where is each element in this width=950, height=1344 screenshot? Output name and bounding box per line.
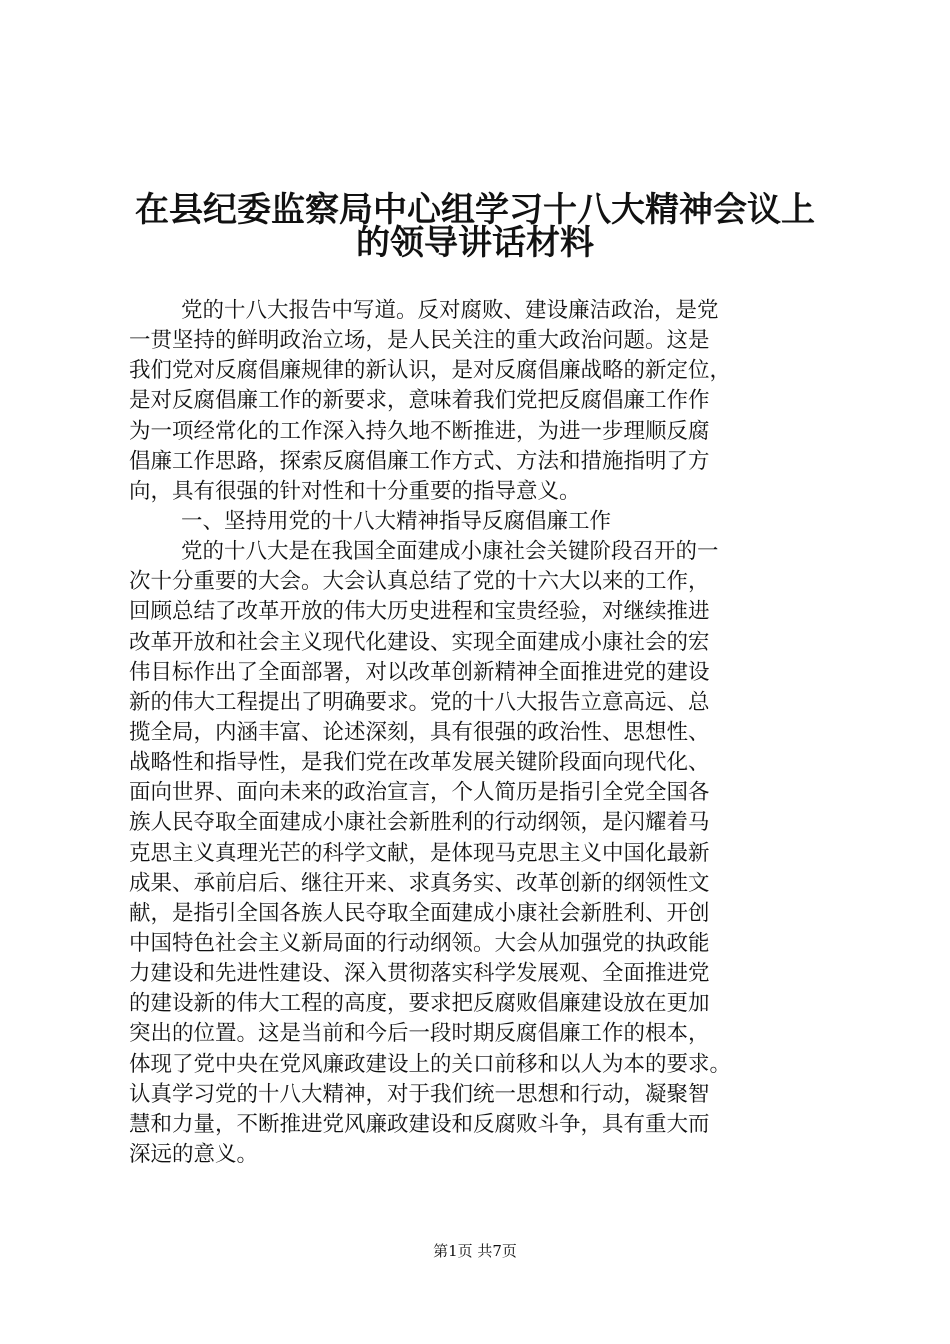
paragraph-line: 倡廉工作思路，探索反腐倡廉工作方式、方法和措施指明了方 bbox=[129, 448, 710, 474]
paragraph-line: 力建设和先进性建设、深入贯彻落实科学发展观、全面推进党 bbox=[129, 961, 710, 987]
paragraph-line: 为一项经常化的工作深入持久地不断推进，为进一步理顺反腐 bbox=[129, 418, 710, 444]
paragraph-line: 向，具有很强的针对性和十分重要的指导意义。 bbox=[129, 478, 581, 504]
paragraph-line: 突出的位置。这是当前和今后一段时期反腐倡廉工作的根本， bbox=[129, 1021, 710, 1047]
paragraph-line: 新的伟大工程提出了明确要求。党的十八大报告立意高远、总 bbox=[129, 689, 710, 715]
paragraph-line: 克思主义真理光芒的科学文献，是体现马克思主义中国化最新 bbox=[129, 840, 710, 866]
paragraph-line: 成果、承前启后、继往开来、求真务实、改革创新的纲领性文 bbox=[129, 870, 710, 896]
paragraph-line: 认真学习党的十八大精神，对于我们统一思想和行动，凝聚智 bbox=[129, 1081, 710, 1107]
paragraph-line: 慧和力量，不断推进党风廉政建设和反腐败斗争，具有重大而 bbox=[129, 1111, 710, 1137]
document-title-line-2: 的领导讲话材料 bbox=[356, 223, 594, 263]
paragraph-line: 中国特色社会主义新局面的行动纲领。大会从加强党的执政能 bbox=[129, 930, 710, 956]
page-footer: 第1页 共7页 bbox=[433, 1242, 517, 1260]
paragraph-line: 伟目标作出了全面部署，对以改革创新精神全面推进党的建设 bbox=[129, 659, 710, 685]
paragraph-line: 党的十八大报告中写道。反对腐败、建设廉洁政治，是党 bbox=[181, 298, 719, 323]
paragraph-line: 揽全局，内涵丰富、论述深刻，具有很强的政治性、思想性、 bbox=[129, 719, 710, 745]
paragraph-line: 次十分重要的大会。大会认真总结了党的十六大以来的工作， bbox=[129, 569, 710, 595]
document-body bbox=[129, 296, 841, 1170]
paragraph-line: 面向世界、面向未来的政治宣言，个人简历是指引全党全国各 bbox=[129, 780, 710, 806]
paragraph-line: 献，是指引全国各族人民夺取全面建成小康社会新胜利、开创 bbox=[129, 900, 710, 926]
section-heading: 一、坚持用党的十八大精神指导反腐倡廉工作 bbox=[181, 508, 612, 534]
paragraph-line: 战略性和指导性，是我们党在改革发展关键阶段面向现代化、 bbox=[129, 750, 710, 776]
paragraph-line: 我们党对反腐倡廉规律的新认识，是对反腐倡廉战略的新定位， bbox=[129, 358, 732, 384]
paragraph-line: 改革开放和社会主义现代化建设、实现全面建成小康社会的宏 bbox=[129, 629, 710, 655]
paragraph-line: 是对反腐倡廉工作的新要求，意味着我们党把反腐倡廉工作作 bbox=[129, 388, 710, 414]
paragraph-line: 族人民夺取全面建成小康社会新胜利的行动纲领，是闪耀着马 bbox=[129, 810, 710, 836]
paragraph-line: 的建设新的伟大工程的高度，要求把反腐败倡廉建设放在更加 bbox=[129, 991, 710, 1017]
paragraph-line: 党的十八大是在我国全面建成小康社会关键阶段召开的一 bbox=[181, 539, 719, 565]
paragraph-line: 深远的意义。 bbox=[129, 1141, 259, 1167]
document-title-line-1: 在县纪委监察局中心组学习十八大精神会议上 bbox=[135, 190, 815, 230]
paragraph-line: 一贯坚持的鲜明政治立场，是人民关注的重大政治问题。这是 bbox=[129, 328, 710, 354]
paragraph-line: 回顾总结了改革开放的伟大历史进程和宝贵经验，对继续推进 bbox=[129, 599, 710, 625]
paragraph-line: 体现了党中央在党风廉政建设上的关口前移和以人为本的要求。 bbox=[129, 1051, 732, 1077]
